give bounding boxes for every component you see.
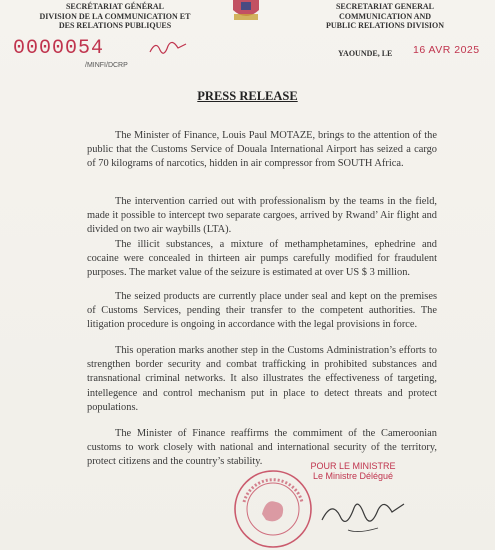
signature-title-line-2: Le Ministre Délégué bbox=[312, 471, 394, 481]
header-left-line-1: SECRÉTARIAT GÉNÉRAL bbox=[65, 2, 165, 11]
handwritten-initials bbox=[148, 36, 188, 60]
paragraph-4: The seized products are currently place under seal and kept on the premises of Customs Services, pending their transfer to the competent authorities. The litigation procedure is ongoing in accordance with the legal provisions in force. bbox=[87, 291, 437, 331]
coat-of-arms-emblem bbox=[225, 0, 267, 22]
paragraph-1: The Minister of Finance, Louis Paul MOTAZE, brings to the attention of the public that the Customs Service of Douala International Airport has seized a cargo of 70 kilograms of narcotics, hidden in air compressor from SOUTH Africa. bbox=[87, 130, 437, 170]
paragraph-3: The illicit substances, a mixture of methamphetamines, ephedrine and cocaine were concealed in thirteen air pumps carefully modified for fraudulent purposes. The market value of the seizure is estimated at over US $ 3 million. bbox=[87, 239, 437, 279]
paragraph-5: This operation marks another step in the Customs Administration’s efforts to strengthen border security and combat trafficking in prohibited substances and transnational criminal networks. It also illustrates the effectiveness of targeting, intellegence and control mechanism put in place to detect threats and protect populations. bbox=[87, 345, 437, 413]
header-left-line-3: DES RELATIONS PUBLIQUES bbox=[58, 21, 172, 30]
header-right-line-2: COMMUNICATION AND bbox=[338, 11, 432, 21]
header-left-line-2: DIVISION DE LA COMMUNICATION ET bbox=[39, 11, 191, 21]
paragraph-2: The intervention carried out with professionalism by the teams in the field, made it possible to intercept two separate cargoes, arrived by Rwand’ Air flight and divided on two air waybills (LTA). bbox=[87, 196, 437, 236]
handwritten-signature bbox=[318, 490, 408, 545]
official-seal-stamp bbox=[232, 468, 314, 550]
reference-suffix: /MINFI/DCRP bbox=[85, 62, 128, 69]
reference-number-stamp: 0000054 bbox=[13, 37, 105, 60]
document-title: PRESS RELEASE bbox=[197, 89, 298, 103]
header-left-block bbox=[20, 2, 210, 31]
header-right-line-1: SECRETARIAT GENERAL bbox=[335, 2, 435, 11]
header-right-line-3: PUBLIC RELATIONS DIVISION bbox=[325, 21, 445, 30]
date-stamp: 16 AVR 2025 bbox=[413, 44, 480, 56]
header-right-block bbox=[290, 2, 480, 31]
dateline-place: YAOUNDE, LE bbox=[338, 49, 393, 58]
paragraph-6: The Minister of Finance reaffirms the commiment of the Cameroonian customs to work closely with national and international security of the territory, protect citizens and the country’s stability. bbox=[87, 428, 437, 468]
signature-title-line-1: POUR LE MINISTRE bbox=[310, 461, 396, 471]
